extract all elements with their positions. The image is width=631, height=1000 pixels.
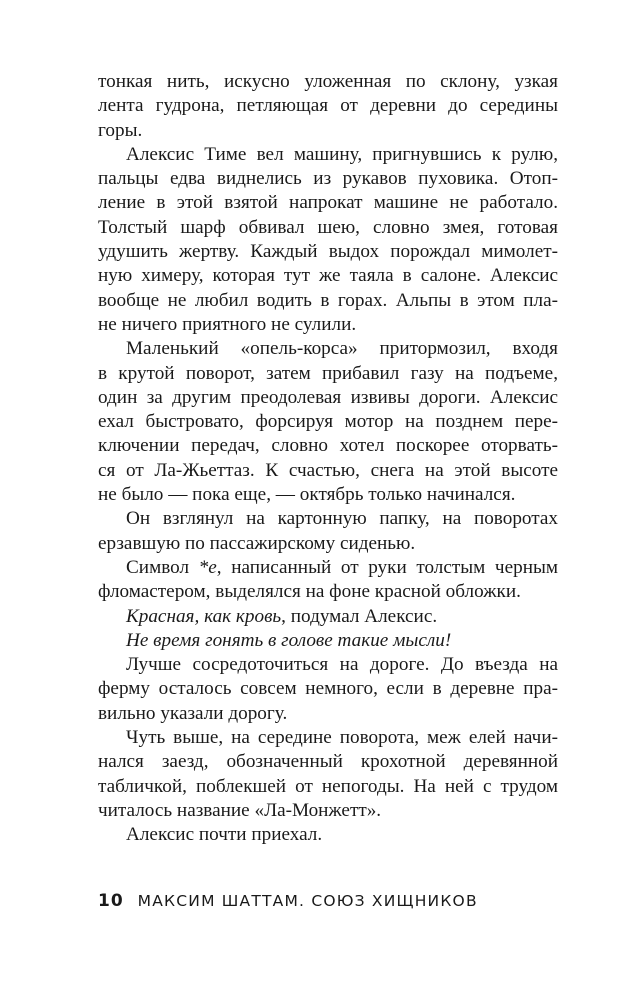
paragraph: [98, 556, 558, 605]
paragraph: [98, 605, 558, 629]
paragraph: [98, 337, 558, 507]
text-line: не было — пока еще, — октябрь только начинался.: [98, 484, 516, 506]
text-line-thought: Красная, как кровь, подумал Алексис.: [126, 605, 438, 627]
paragraph: [98, 629, 558, 653]
paragraph: [98, 70, 558, 143]
text-line-italic: Не время гонять в голове такие мысли!: [126, 629, 452, 651]
paragraph: [98, 726, 558, 823]
text-line: Алексис почти приехал.: [126, 824, 323, 846]
text-line: вильно указали дорогу.: [98, 702, 288, 724]
text-line: ехал быстровато, форсируя мотор на позднем пере-: [98, 411, 558, 433]
text-line: один за другим преодолевая извивы дороги. Алексис: [98, 386, 558, 408]
text-line: ерзавшую по пассажирскому сиденью.: [98, 532, 416, 554]
text-line: Чуть выше, на середине поворота, меж елей начи-: [126, 727, 558, 749]
paragraph: [98, 143, 558, 337]
text-line: пальцы едва виднелись из рукавов пуховика. Отоп-: [98, 168, 558, 190]
page-footer: [98, 891, 478, 915]
text-line: Алексис Тиме вел машину, пригнувшись к рулю,: [126, 143, 558, 165]
paragraph: [98, 653, 558, 726]
text-line: тонкая нить, искусно уложенная по склону, узкая: [98, 71, 558, 92]
text-line: удушить жертву. Каждый выдох порождал мимолет-: [98, 241, 558, 263]
text-line: табличкой, поблекшей от непогоды. На ней с трудом: [98, 775, 558, 797]
text-line: ся от Ла-Жьеттаз. К счастью, снега на этой высоте: [98, 459, 558, 481]
text-line: ферму осталось совсем немного, если в деревне пра-: [98, 678, 558, 700]
text-line: читалось название «Ла-Монжетт».: [98, 799, 382, 821]
page-number: 10: [98, 891, 124, 911]
text-line: ление в этой взятой напрокат машине не работало.: [98, 192, 558, 214]
paragraph: [98, 823, 558, 847]
text-line: в крутой поворот, затем прибавил газу на подъеме,: [98, 362, 558, 384]
text-line: вообще не любил водить в горах. Альпы в этом пла-: [98, 289, 558, 311]
text-line: Символ *e, написанный от руки толстым черным: [126, 556, 558, 578]
text-line: не ничего приятного не сулили.: [98, 313, 357, 335]
paragraph: [98, 507, 558, 556]
text-line: Он взглянул на картонную папку, на поворотах: [126, 508, 558, 530]
text-line: Лучше сосредоточиться на дороге. До въезда на: [126, 654, 558, 676]
text-line: Маленький «опель-корса» притормозил, входя: [126, 338, 558, 360]
text-line: ключении передач, словно хотел поскорее оторвать-: [98, 435, 558, 457]
body-text: [98, 70, 558, 848]
text-line: ную химеру, которая тут же таяла в салоне. Алексис: [98, 265, 558, 287]
running-head: МАКСИМ ШАТТАМ. СОЮЗ ХИЩНИКОВ: [137, 892, 478, 910]
text-line: горы.: [98, 119, 143, 141]
text-line: нался заезд, обозначенный крохотной деревянной: [98, 751, 558, 773]
text-line: фломастером, выделялся на фоне красной обложки.: [98, 581, 521, 603]
text-line: лента гудрона, петляющая от деревни до середины: [98, 95, 558, 117]
text-line: Толстый шарф обвивал шею, словно змея, готовая: [98, 216, 558, 238]
